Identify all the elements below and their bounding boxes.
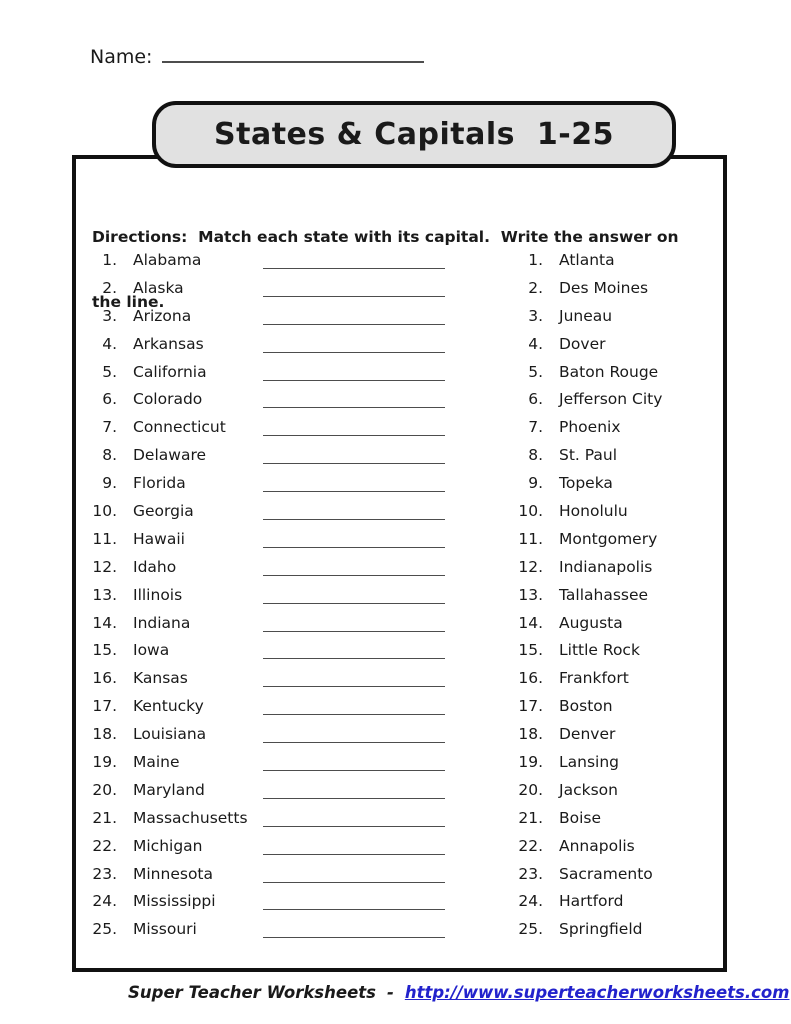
capital-name: Boise [559, 808, 602, 827]
state-row [88, 837, 458, 865]
state-number: 18. [92, 725, 117, 744]
answer-blank-line[interactable] [263, 419, 445, 436]
state-name: Minnesota [133, 864, 213, 883]
capital-number: 13. [518, 585, 543, 604]
state-name: Florida [133, 474, 186, 493]
state-number: 9. [102, 474, 117, 493]
capital-name: Lansing [559, 753, 620, 772]
capital-number: 17. [518, 697, 543, 716]
state-number: 10. [92, 502, 117, 521]
capital-name: Topeka [559, 474, 613, 493]
answer-blank-line[interactable] [263, 252, 445, 269]
capital-row [514, 809, 714, 837]
state-name: Louisiana [133, 725, 207, 744]
answer-blank-line[interactable] [263, 893, 445, 910]
state-name: Delaware [133, 446, 207, 465]
capital-number: 3. [528, 306, 543, 325]
state-number: 21. [92, 808, 117, 827]
capital-name: Boston [559, 697, 613, 716]
state-row [88, 502, 458, 530]
state-number: 3. [102, 306, 117, 325]
state-row [88, 390, 458, 418]
state-row [88, 725, 458, 753]
capital-name: Tallahassee [559, 585, 649, 604]
state-row [88, 279, 458, 307]
answer-blank-line[interactable] [263, 280, 445, 297]
state-name: Kentucky [133, 697, 204, 716]
state-row [88, 753, 458, 781]
state-name: Alaska [133, 278, 184, 297]
answer-blank-line[interactable] [263, 866, 445, 883]
capital-number: 21. [518, 808, 543, 827]
state-number: 20. [92, 780, 117, 799]
state-row [88, 446, 458, 474]
footer [128, 983, 789, 1002]
state-row [88, 641, 458, 669]
answer-blank-line[interactable] [263, 308, 445, 325]
capital-number: 9. [528, 474, 543, 493]
worksheet-title-box [152, 101, 676, 168]
capital-row [514, 753, 714, 781]
state-row [88, 307, 458, 335]
capital-number: 5. [528, 362, 543, 381]
capital-row [514, 697, 714, 725]
state-name: Michigan [133, 836, 203, 855]
directions-line-1: Directions: Match each state with its capital. Write the answer on [92, 228, 679, 246]
state-number: 8. [102, 446, 117, 465]
answer-blank-line[interactable] [263, 782, 445, 799]
capital-name: Atlanta [559, 251, 615, 269]
state-row [88, 530, 458, 558]
state-name: Hawaii [133, 529, 185, 548]
state-number: 12. [92, 557, 117, 576]
state-name: Indiana [133, 613, 191, 632]
capital-name: Denver [559, 725, 616, 744]
state-row [88, 363, 458, 391]
state-row [88, 418, 458, 446]
state-number: 15. [92, 641, 117, 660]
answer-blank-line[interactable] [263, 810, 445, 827]
state-row [88, 865, 458, 893]
state-number: 2. [102, 278, 117, 297]
state-name: Arkansas [133, 334, 204, 353]
capital-name: Indianapolis [559, 557, 653, 576]
answer-blank-line[interactable] [263, 670, 445, 687]
state-number: 23. [92, 864, 117, 883]
capital-name: Baton Rouge [559, 362, 659, 381]
capital-row [514, 307, 714, 335]
answer-blank-line[interactable] [263, 447, 445, 464]
capital-name: Little Rock [559, 641, 640, 660]
state-row [88, 809, 458, 837]
answer-blank-line[interactable] [263, 726, 445, 743]
directions-line-2: the line. [92, 292, 165, 311]
state-row [88, 586, 458, 614]
capital-row [514, 279, 714, 307]
state-row [88, 781, 458, 809]
state-number: 24. [92, 892, 117, 911]
capital-row [514, 335, 714, 363]
footer-separator: - [386, 983, 394, 1002]
capital-row [514, 502, 714, 530]
capital-number: 7. [528, 418, 543, 437]
name-blank-line[interactable] [162, 44, 424, 63]
state-number: 25. [92, 920, 117, 939]
capital-number: 24. [518, 892, 543, 911]
state-row [88, 251, 458, 279]
answer-blank-line[interactable] [263, 475, 445, 492]
capital-row [514, 474, 714, 502]
state-row [88, 697, 458, 725]
capital-row [514, 586, 714, 614]
states-list [88, 251, 458, 948]
state-name: California [133, 362, 207, 381]
capital-row [514, 865, 714, 893]
capital-row [514, 781, 714, 809]
capital-name: Sacramento [559, 864, 653, 883]
answer-blank-line[interactable] [263, 391, 445, 408]
state-number: 5. [102, 362, 117, 381]
capital-number: 16. [518, 669, 543, 688]
capital-name: Hartford [559, 892, 624, 911]
state-number: 6. [102, 390, 117, 409]
capital-number: 10. [518, 502, 543, 521]
capital-number: 4. [528, 334, 543, 353]
answer-blank-line[interactable] [263, 615, 445, 632]
answer-blank-line[interactable] [263, 838, 445, 855]
state-row [88, 474, 458, 502]
capital-number: 6. [528, 390, 543, 409]
capital-row [514, 725, 714, 753]
capital-row [514, 920, 714, 948]
capital-row [514, 892, 714, 920]
answer-blank-line[interactable] [263, 921, 445, 938]
answer-blank-line[interactable] [263, 531, 445, 548]
state-number: 13. [92, 585, 117, 604]
capital-name: Honolulu [559, 502, 628, 521]
capital-row [514, 530, 714, 558]
name-row [90, 44, 424, 68]
capital-number: 15. [518, 641, 543, 660]
state-number: 4. [102, 334, 117, 353]
state-row [88, 920, 458, 948]
footer-brand-text: Super Teacher Worksheets [128, 983, 376, 1002]
state-name: Alabama [133, 251, 202, 269]
capital-number: 2. [528, 278, 543, 297]
state-name: Illinois [133, 585, 183, 604]
capital-row [514, 837, 714, 865]
capital-number: 18. [518, 725, 543, 744]
capital-number: 20. [518, 780, 543, 799]
state-row [88, 558, 458, 586]
capital-row [514, 363, 714, 391]
state-name: Kansas [133, 669, 188, 688]
state-name: Connecticut [133, 418, 226, 437]
capital-name: Dover [559, 334, 606, 353]
answer-blank-line[interactable] [263, 336, 445, 353]
capital-row [514, 614, 714, 642]
state-number: 7. [102, 418, 117, 437]
capital-number: 11. [518, 529, 543, 548]
capital-name: Springfield [559, 920, 643, 939]
capitals-list [514, 251, 714, 948]
capital-name: Phoenix [559, 418, 621, 437]
state-row [88, 669, 458, 697]
capital-name: Juneau [559, 306, 613, 325]
state-name: Maryland [133, 780, 205, 799]
capital-number: 22. [518, 836, 543, 855]
state-name: Iowa [133, 641, 170, 660]
capital-row [514, 446, 714, 474]
answer-blank-line[interactable] [263, 698, 445, 715]
state-number: 16. [92, 669, 117, 688]
state-number: 11. [92, 529, 117, 548]
state-row [88, 892, 458, 920]
capital-number: 23. [518, 864, 543, 883]
state-number: 17. [92, 697, 117, 716]
capital-row [514, 641, 714, 669]
state-name: Arizona [133, 306, 192, 325]
state-row [88, 335, 458, 363]
worksheet-title: States & Capitals 1-25 [214, 117, 614, 152]
state-name: Colorado [133, 390, 203, 409]
capital-name: Annapolis [559, 836, 635, 855]
answer-blank-line[interactable] [263, 503, 445, 520]
state-name: Missouri [133, 920, 197, 939]
capital-row [514, 418, 714, 446]
capital-name: Montgomery [559, 529, 658, 548]
capital-name: St. Paul [559, 446, 618, 465]
capital-name: Jackson [559, 780, 618, 799]
state-name: Maine [133, 753, 180, 772]
answer-blank-line[interactable] [263, 754, 445, 771]
capital-number: 25. [518, 920, 543, 939]
answer-blank-line[interactable] [263, 364, 445, 381]
state-number: 22. [92, 836, 117, 855]
capital-row [514, 669, 714, 697]
state-name: Mississippi [133, 892, 216, 911]
capital-name: Jefferson City [559, 390, 663, 409]
capital-row [514, 558, 714, 586]
capital-number: 12. [518, 557, 543, 576]
state-name: Idaho [133, 557, 177, 576]
state-number: 19. [92, 753, 117, 772]
capital-name: Des Moines [559, 278, 649, 297]
capital-name: Frankfort [559, 669, 629, 688]
capital-row [514, 251, 714, 279]
state-name: Georgia [133, 502, 194, 521]
name-label: Name: [90, 46, 153, 68]
footer-link[interactable]: http://www.superteacherworksheets.com [404, 983, 790, 1002]
state-number: 14. [92, 613, 117, 632]
capital-row [514, 390, 714, 418]
state-row [88, 614, 458, 642]
capital-number: 14. [518, 613, 543, 632]
capital-name: Augusta [559, 613, 623, 632]
capital-number: 8. [528, 446, 543, 465]
state-name: Massachusetts [133, 808, 248, 827]
capital-number: 1. [528, 251, 543, 269]
answer-blank-line[interactable] [263, 587, 445, 604]
state-number: 1. [102, 251, 117, 269]
answer-blank-line[interactable] [263, 559, 445, 576]
capital-number: 19. [518, 753, 543, 772]
answer-blank-line[interactable] [263, 642, 445, 659]
